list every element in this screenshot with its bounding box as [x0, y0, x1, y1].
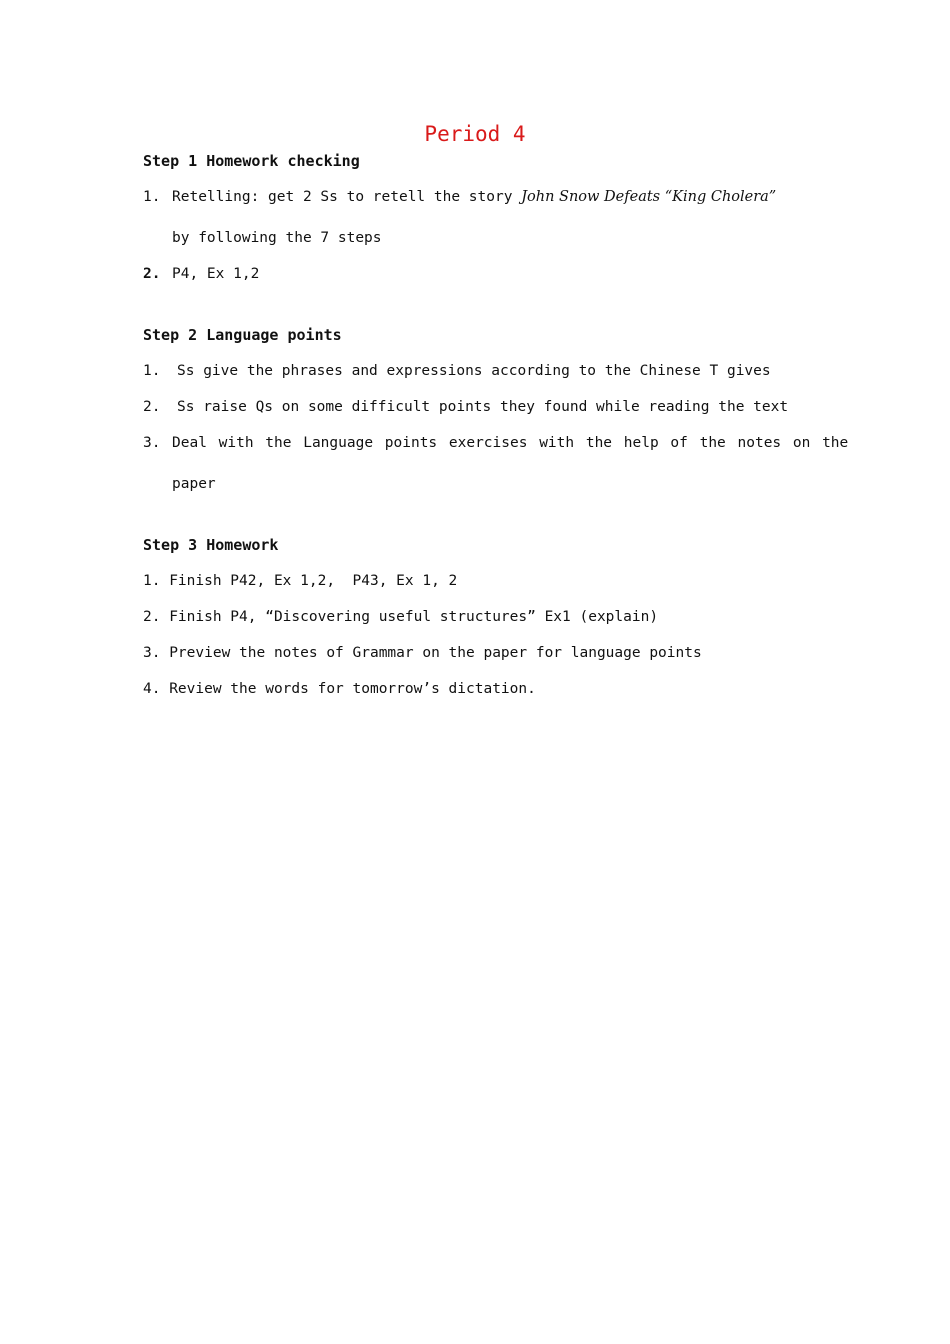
step2-item-3: Deal with the Language points exercises with the help of the notes on the [172, 435, 849, 451]
step2-item-1-number: 1. [143, 363, 161, 379]
step3-item-3: 3. Preview the notes of Grammar on the paper for language points [143, 645, 702, 661]
step1-item-2: P4, Ex 1,2 [172, 266, 260, 282]
step1-item-2-number: 2. [143, 266, 161, 282]
step1-item-1 [172, 189, 776, 205]
step3-item-2: 2. Finish P4, “Discovering useful structures” Ex1 (explain) [143, 609, 659, 625]
step1-heading: Step 1 Homework checking [143, 152, 360, 170]
step1-item-1-continuation: by following the 7 steps [172, 230, 382, 246]
step2-item-2-number: 2. [143, 399, 161, 415]
step1-item-1-text: Retelling: get 2 Ss to retell the story [172, 189, 522, 205]
step2-item-3-continuation: paper [172, 476, 216, 492]
step2-item-3-number: 3. [143, 435, 161, 451]
step2-item-1: Ss give the phrases and expressions according to the Chinese T gives [177, 363, 771, 379]
story-title: John Snow Defeats “King Cholera” [521, 189, 777, 205]
step2-heading: Step 2 Language points [143, 326, 342, 344]
step3-item-1: 1. Finish P42, Ex 1,2, P43, Ex 1, 2 [143, 573, 458, 589]
step3-heading: Step 3 Homework [143, 536, 279, 554]
step2-item-2: Ss raise Qs on some difficult points they found while reading the text [177, 399, 789, 415]
page-title: Period 4 [424, 122, 526, 146]
step1-item-1-number: 1. [143, 189, 161, 205]
step3-item-4: 4. Review the words for tomorrow’s dictation. [143, 681, 536, 697]
